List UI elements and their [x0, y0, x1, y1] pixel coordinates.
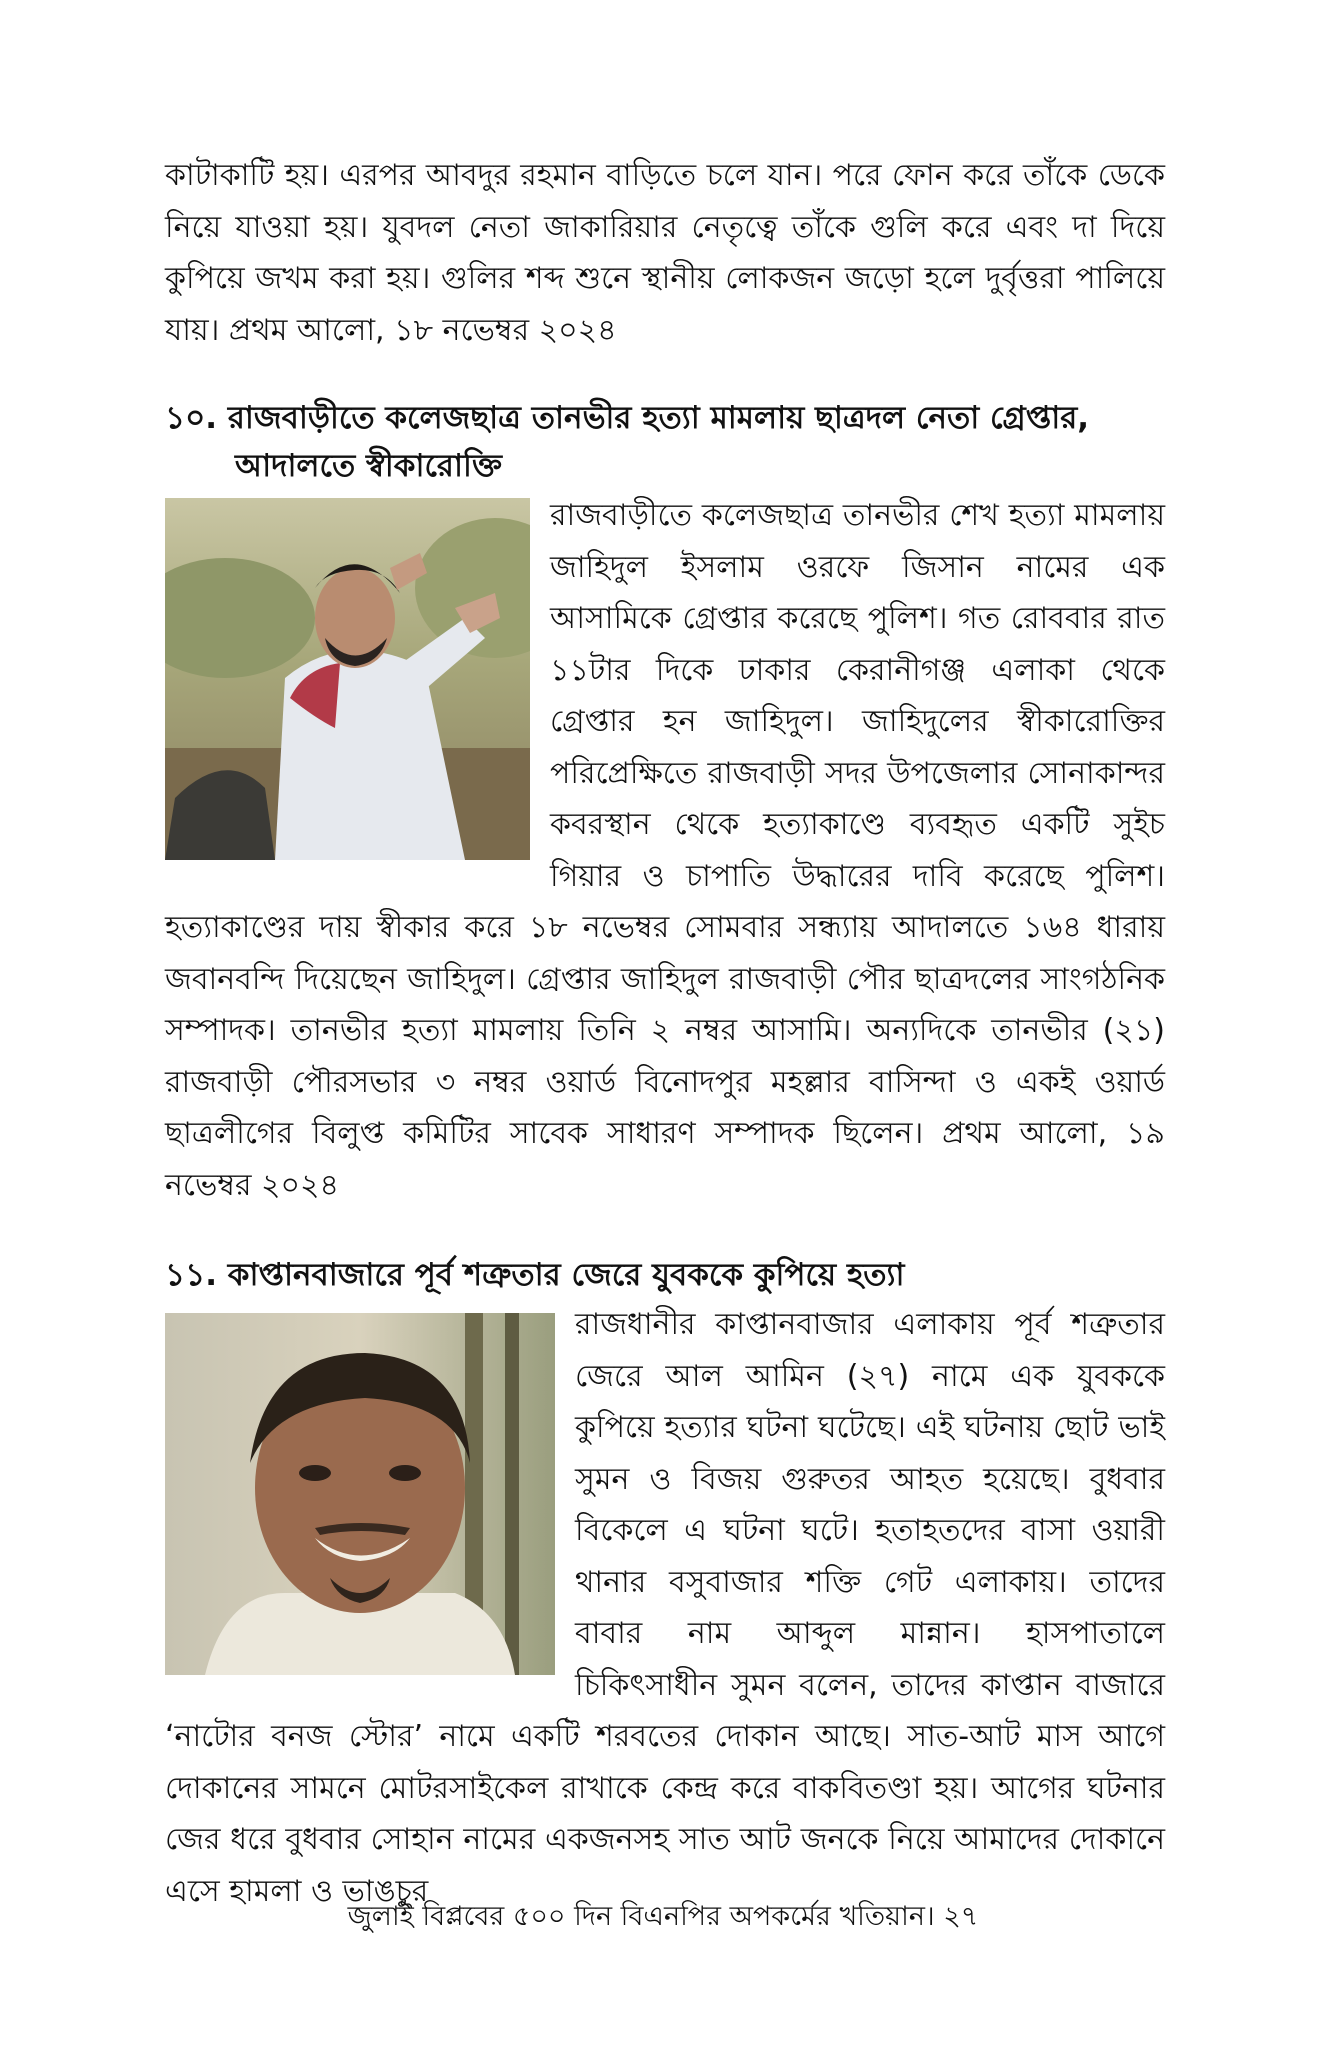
section-10-body: রাজবাড়ীতে কলেজছাত্র তানভীর শেখ হত্যা মামলায় জাহিদুল ইসলাম ওরফে জিসান নামের এক আসামিকে গ্রেপ্তার করেছে পুলিশ। গত রোববার রাত ১১টার দিকে ঢাকার কেরানীগঞ্জ এলাকা থেকে গ্রেপ্তার হন জাহিদুল। জাহিদুলের স্বীকারোক্তির পরিপ্রেক্ষিতে রাজবাড়ী সদর উপজেলার সোনাকান্দর কবরস্থান থেকে হত্যাকাণ্ডে ব্যবহৃত একটি সুইচ গিয়ার ও চাপাতি উদ্ধারের দাবি করেছে পুলিশ। হত্যাকাণ্ডের দায় স্বীকার করে ১৮ নভেম্বর সোমবার সন্ধ্যায় আদালতে ১৬৪ ধারায় জবানবন্দি দিয়েছেন জাহিদুল। গ্রেপ্তার জাহিদুল রাজবাড়ী পৌর ছাত্রদলের সাংগঠনিক সম্পাদক। তানভীর হত্যা মামলায় তিনি ২ নম্বর আসামি। অন্যদিকে তানভীর (২১) রাজবাড়ী পৌরসভার ৩ নম্বর ওয়ার্ড বিনোদপুর মহল্লার বাসিন্দা ও একই ওয়ার্ড ছাত্রলীগের বিলুপ্ত কমিটির সাবেক সাধারণ সম্পাদক ছিলেন। প্রথম আলো, ১৯ নভেম্বর ২০২৪ [165, 498, 1165, 1203]
section-11-photo [165, 1313, 555, 1675]
section-10-heading: ১০. রাজবাড়ীতে কলেজছাত্র তানভীর হত্যা মামলায় ছাত্রদল নেতা গ্রেপ্তার, আদালতে স্বীকারোক্তি [165, 400, 1090, 484]
section-10-photo [165, 498, 530, 860]
section-11 [165, 1251, 1165, 1917]
young-man-in-white-panjabi-photo [165, 498, 530, 860]
section-11-heading: ১১. কাপ্তানবাজারে পূর্ব শত্রুতার জেরে যুবককে কুপিয়ে হত্যা [165, 1257, 905, 1293]
section-10 [165, 394, 1165, 1211]
intro-paragraph: কাটাকাটি হয়। এরপর আবদুর রহমান বাড়িতে চলে যান। পরে ফোন করে তাঁকে ডেকে নিয়ে যাওয়া হয়। যুবদল নেতা জাকারিয়ার নেতৃত্বে তাঁকে গুলি করে এবং দা দিয়ে কুপিয়ে জখম করা হয়। গুলির শব্দ শুনে স্থানীয় লোকজন জড়ো হলে দুর্বৃত্তরা পালিয়ে যায়। প্রথম আলো, ১৮ নভেম্বর ২০২৪ [165, 158, 1165, 348]
smiling-young-man-photo [165, 1313, 555, 1675]
section-11-body: রাজধানীর কাপ্তানবাজার এলাকায় পূর্ব শত্রুতার জেরে আল আমিন (২৭) নামে এক যুবককে কুপিয়ে হত্যার ঘটনা ঘটেছে। এই ঘটনায় ছোট ভাই সুমন ও বিজয় গুরুতর আহত হয়েছে। বুধবার বিকেলে এ ঘটনা ঘটে। হতাহতদের বাসা ওয়ারী থানার বসুবাজার শক্তি গেট এলাকায়। তাদের বাবার নাম আব্দুল মান্নান। হাসপাতালে চিকিৎসাধীন সুমন বলেন, তাদের কাপ্তান বাজারে ‘নাটোর বনজ স্টোর’ নামে একটি শরবতের দোকান আছে। সাত-আট মাস আগে দোকানের সামনে মোটরসাইকেল রাখাকে কেন্দ্র করে বাকবিতণ্ডা হয়। আগের ঘটনার জের ধরে বুধবার সোহান নামের একজনসহ সাত আট জনকে নিয়ে আমাদের দোকানে এসে হামলা ও ভাঙচুর [165, 1307, 1165, 1909]
page-footer: জুলাই বিপ্লবের ৫০০ দিন বিএনপির অপকর্মের খতিয়ান। ২৭ [347, 1901, 979, 1932]
page-content [165, 150, 1165, 1917]
